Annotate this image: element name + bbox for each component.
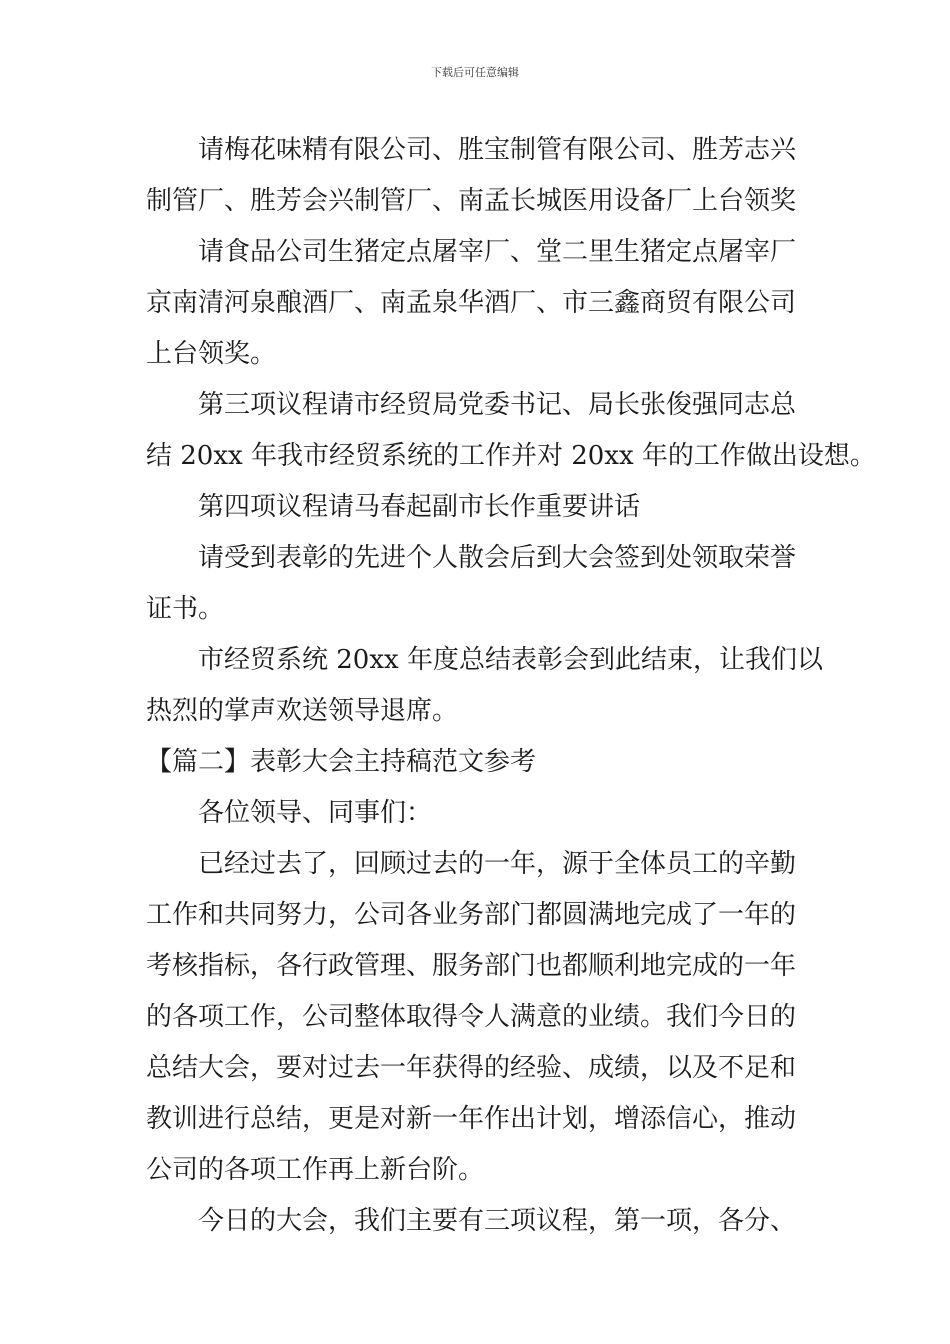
text-line: 今日的大会，我们主要有三项议程，第一项，各分、 (198, 1206, 797, 1236)
text-line: 制管厂、胜芳会兴制管厂、南孟长城医用设备厂上台领奖 (146, 186, 797, 216)
text-line: 请受到表彰的先进个人散会后到大会签到处领取荣誉 (198, 543, 797, 573)
paragraph-agenda-item-3 (146, 380, 876, 482)
text-line: 京南清河泉酿酒厂、南孟泉华酒厂、市三鑫商贸有限公司 (146, 288, 797, 318)
text-line: 已经过去了，回顾过去的一年，源于全体员工的辛勤 (198, 849, 797, 879)
text-line: 上台领奖。 (146, 339, 277, 369)
paragraph-agenda-intro (146, 1196, 826, 1247)
paragraph-salutation (146, 788, 826, 839)
text-line: 第四项议程请马春起副市长作重要讲话 (198, 492, 641, 522)
text-line: 教训进行总结，更是对新一年作出计划，增添信心，推动 (146, 1104, 797, 1134)
text-line: 请梅花味精有限公司、胜宝制管有限公司、胜芳志兴 (198, 135, 797, 165)
text-line: 请食品公司生猪定点屠宰厂、堂二里生猪定点屠宰厂 (198, 237, 797, 267)
paragraph-award-list-1 (146, 125, 826, 227)
paragraph-award-list-2 (146, 227, 826, 380)
section-heading (146, 737, 826, 788)
paragraph-agenda-item-4 (146, 482, 826, 533)
text-line: 总结大会，要对过去一年获得的经验、成绩，以及不足和 (146, 1053, 797, 1083)
text-line: 工作和共同努力，公司各业务部门都圆满地完成了一年的 (146, 900, 797, 930)
text-line: 证书。 (146, 594, 225, 624)
paragraph-review (146, 839, 826, 1196)
document-body (146, 125, 876, 1247)
text-line: 第三项议程请市经贸局党委书记、局长张俊强同志总 (198, 390, 797, 420)
section-heading-text: 【篇二】表彰大会主持稿范文参考 (146, 747, 537, 777)
text-line: 结 20xx 年我市经贸系统的工作并对 20xx 年的工作做出设想。 (146, 441, 876, 471)
page-header: 下载后可任意编辑 (431, 66, 519, 79)
text-line: 热烈的掌声欢送领导退席。 (146, 696, 459, 726)
text-line: 的各项工作，公司整体取得令人满意的业绩。我们今日的 (146, 1002, 797, 1032)
text-line: 市经贸系统 20xx 年度总结表彰会到此结束，让我们以 (198, 645, 823, 675)
text-line: 各位领导、同事们： (198, 798, 433, 828)
text-line: 考核指标，各行政管理、服务部门也都顺利地完成的一年 (146, 951, 797, 981)
text-line: 公司的各项工作再上新台阶。 (146, 1155, 485, 1185)
paragraph-certificate-notice (146, 533, 826, 635)
paragraph-closing (146, 635, 826, 737)
